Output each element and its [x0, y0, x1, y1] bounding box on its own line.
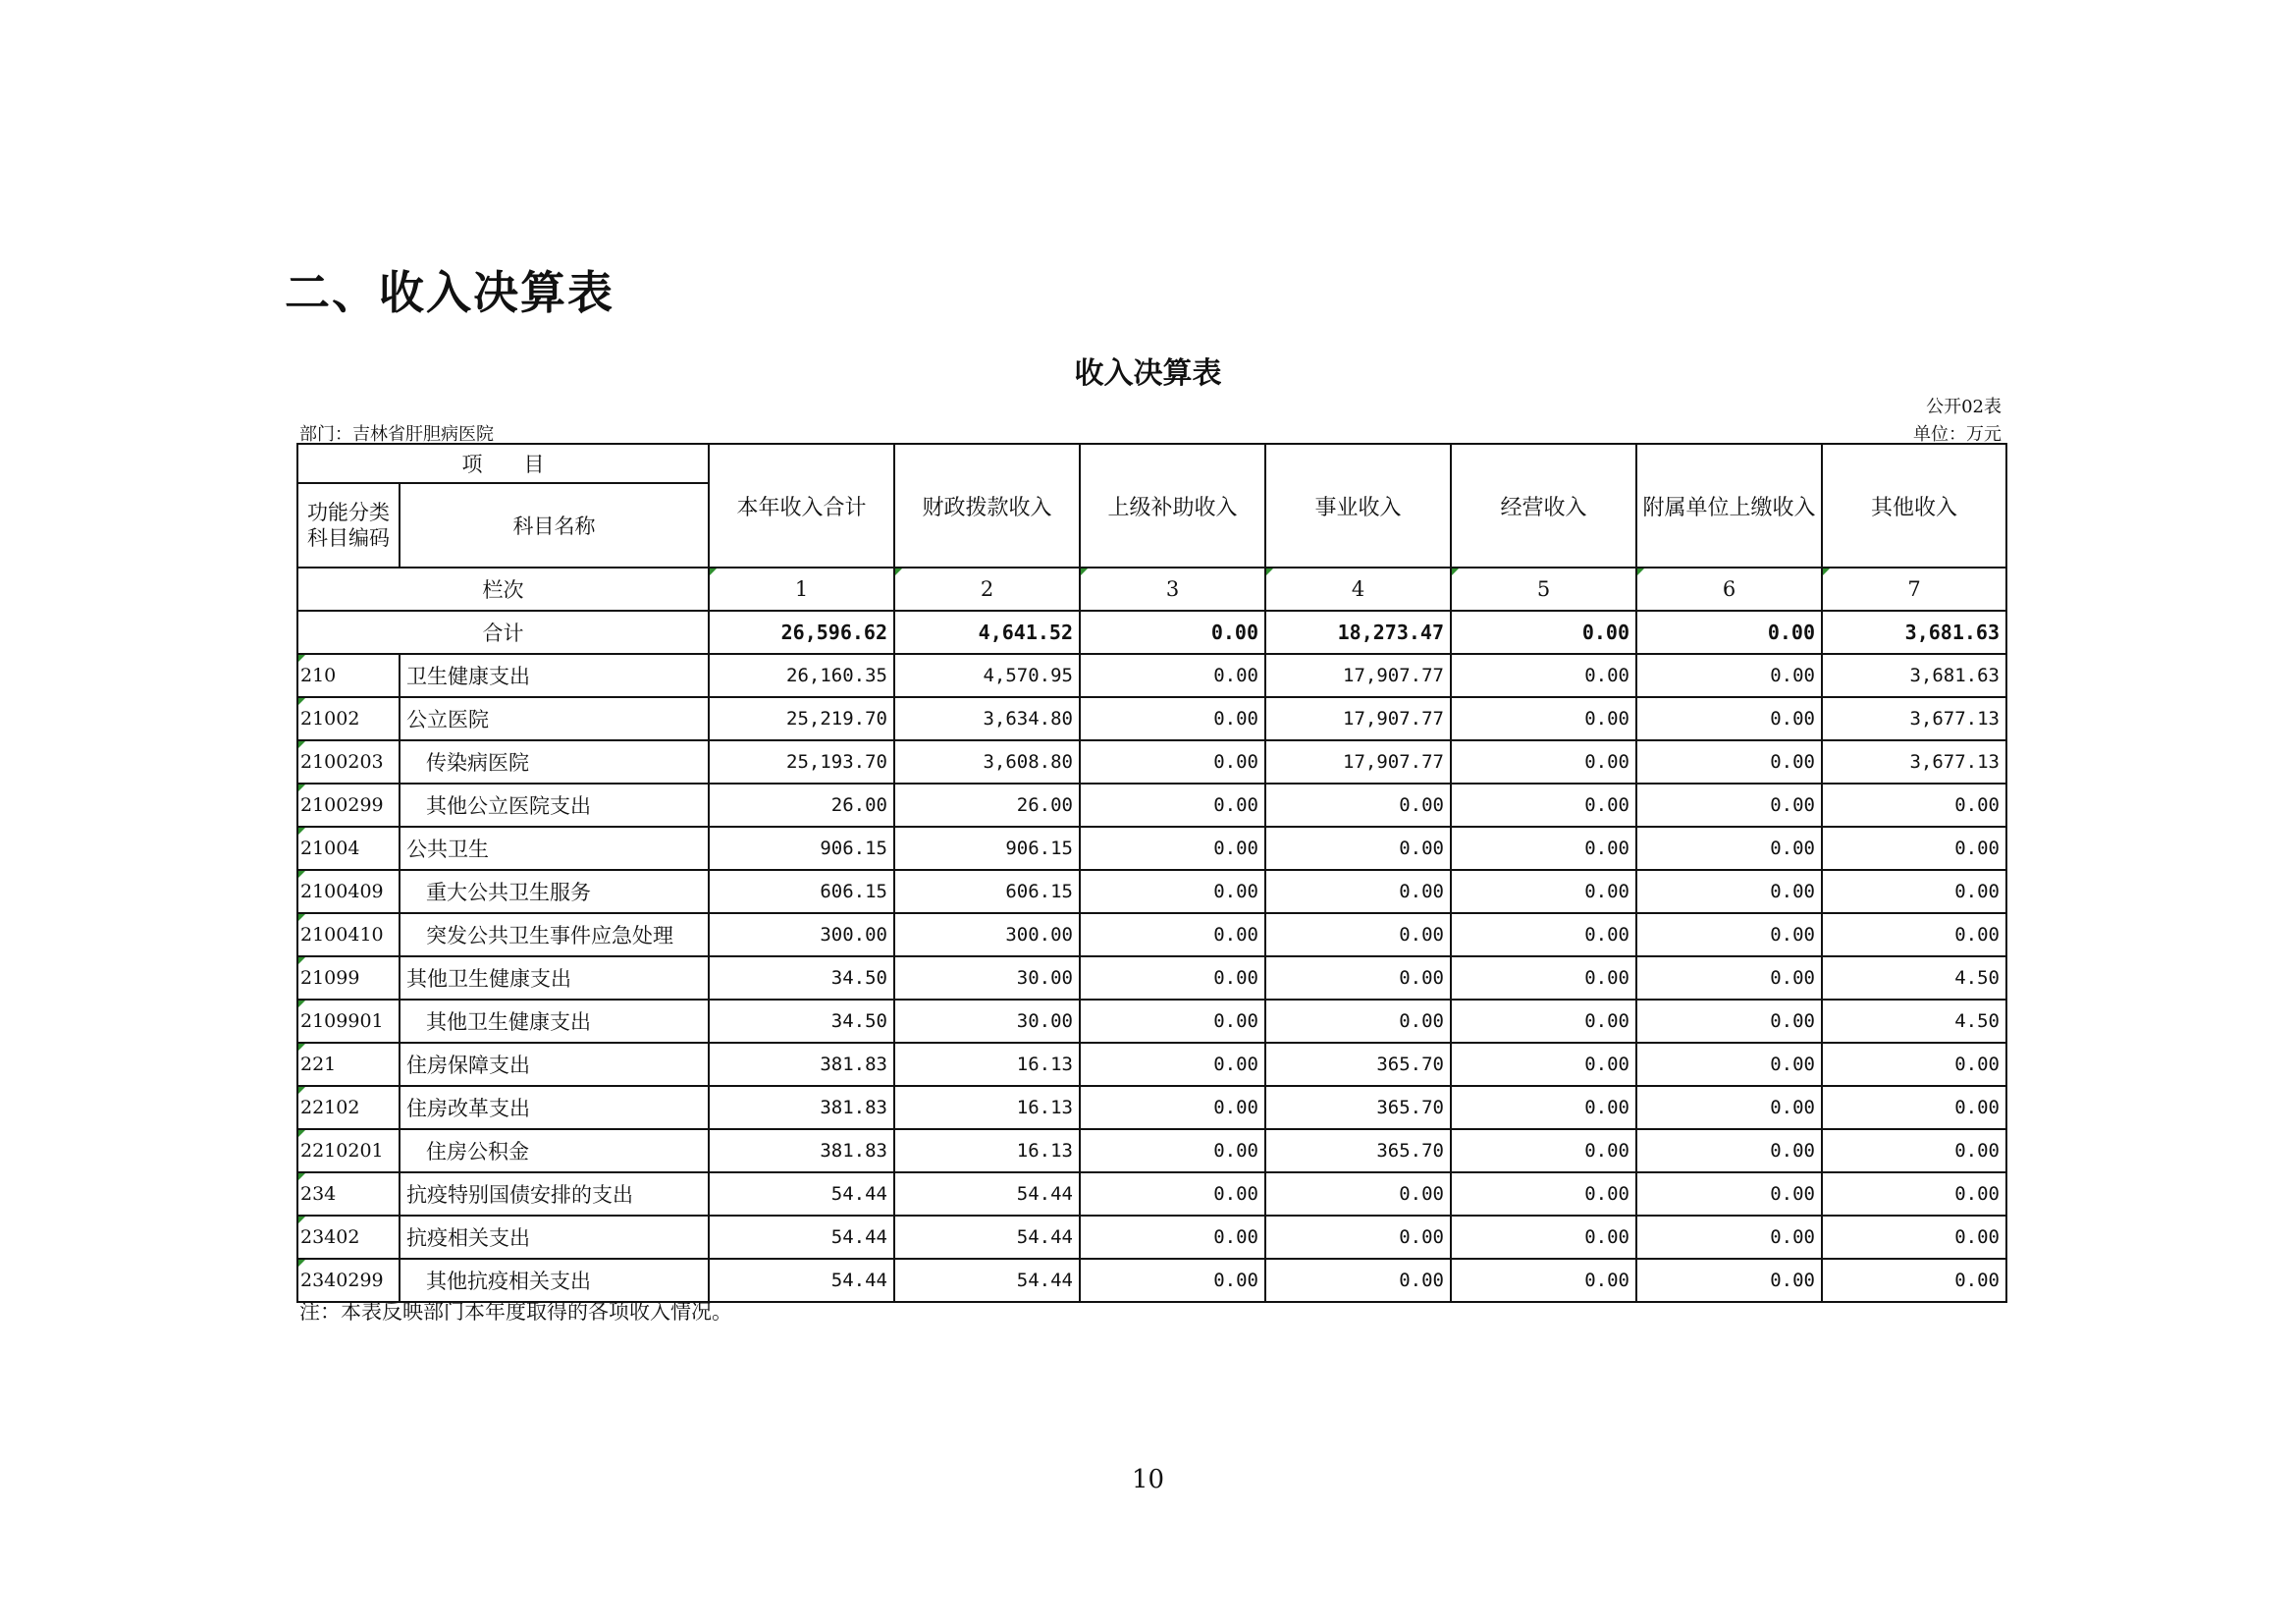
amount-cell: 0.00 — [1822, 784, 2006, 827]
subject-code: 21002 — [297, 697, 400, 740]
total-value: 0.00 — [1636, 611, 1822, 654]
amount-cell: 0.00 — [1636, 1086, 1822, 1129]
header-row-1 — [297, 444, 2006, 483]
amount-cell: 0.00 — [1080, 1043, 1265, 1086]
amount-cell: 0.00 — [1636, 827, 1822, 870]
amount-cell: 0.00 — [1451, 1216, 1636, 1259]
amount-cell: 0.00 — [1080, 654, 1265, 697]
amount-cell: 0.00 — [1080, 740, 1265, 784]
amount-cell: 0.00 — [1451, 654, 1636, 697]
amount-cell: 0.00 — [1080, 1172, 1265, 1216]
column-header: 上级补助收入 — [1080, 444, 1265, 568]
table-row — [297, 654, 2006, 697]
amount-cell: 3,634.80 — [894, 697, 1080, 740]
amount-cell: 0.00 — [1265, 1216, 1451, 1259]
table-row — [297, 1172, 2006, 1216]
subject-name-header: 科目名称 — [400, 483, 709, 568]
amount-cell: 381.83 — [709, 1043, 894, 1086]
table-row — [297, 1043, 2006, 1086]
amount-cell: 17,907.77 — [1265, 654, 1451, 697]
amount-cell: 0.00 — [1451, 1129, 1636, 1172]
amount-cell: 606.15 — [894, 870, 1080, 913]
amount-cell: 0.00 — [1822, 1259, 2006, 1302]
column-index: 1 — [709, 568, 894, 611]
subject-code: 2109901 — [297, 1000, 400, 1043]
subject-name: 住房保障支出 — [400, 1043, 709, 1086]
amount-cell: 3,681.63 — [1822, 654, 2006, 697]
amount-cell: 25,193.70 — [709, 740, 894, 784]
amount-cell: 0.00 — [1636, 1172, 1822, 1216]
table-row — [297, 956, 2006, 1000]
amount-cell: 3,677.13 — [1822, 740, 2006, 784]
subject-code: 23402 — [297, 1216, 400, 1259]
table-row — [297, 1216, 2006, 1259]
amount-cell: 0.00 — [1822, 1216, 2006, 1259]
subject-code: 2100203 — [297, 740, 400, 784]
amount-cell: 16.13 — [894, 1043, 1080, 1086]
amount-cell: 0.00 — [1451, 956, 1636, 1000]
amount-cell: 0.00 — [1451, 913, 1636, 956]
amount-cell: 4.50 — [1822, 1000, 2006, 1043]
subject-name: 住房改革支出 — [400, 1086, 709, 1129]
table-row — [297, 870, 2006, 913]
amount-cell: 26,160.35 — [709, 654, 894, 697]
amount-cell: 0.00 — [1080, 1086, 1265, 1129]
amount-cell: 0.00 — [1265, 827, 1451, 870]
column-header: 财政拨款收入 — [894, 444, 1080, 568]
subject-code: 22102 — [297, 1086, 400, 1129]
item-header: 项 目 — [297, 444, 709, 483]
amount-cell: 26.00 — [709, 784, 894, 827]
column-header: 附属单位上缴收入 — [1636, 444, 1822, 568]
amount-cell: 0.00 — [1636, 1216, 1822, 1259]
amount-cell: 30.00 — [894, 956, 1080, 1000]
amount-cell: 0.00 — [1265, 870, 1451, 913]
amount-cell: 300.00 — [709, 913, 894, 956]
total-value: 18,273.47 — [1265, 611, 1451, 654]
amount-cell: 17,907.77 — [1265, 697, 1451, 740]
total-value: 4,641.52 — [894, 611, 1080, 654]
column-index: 2 — [894, 568, 1080, 611]
amount-cell: 0.00 — [1265, 956, 1451, 1000]
subject-name: 住房公积金 — [400, 1129, 709, 1172]
amount-cell: 0.00 — [1636, 1043, 1822, 1086]
subject-code: 2100299 — [297, 784, 400, 827]
amount-cell: 0.00 — [1080, 1000, 1265, 1043]
subject-name: 其他卫生健康支出 — [400, 1000, 709, 1043]
amount-cell: 0.00 — [1080, 1129, 1265, 1172]
subject-name: 卫生健康支出 — [400, 654, 709, 697]
amount-cell: 34.50 — [709, 956, 894, 1000]
amount-cell: 0.00 — [1451, 1172, 1636, 1216]
amount-cell: 300.00 — [894, 913, 1080, 956]
amount-cell: 0.00 — [1265, 1259, 1451, 1302]
total-value: 26,596.62 — [709, 611, 894, 654]
amount-cell: 0.00 — [1451, 827, 1636, 870]
amount-cell: 0.00 — [1080, 956, 1265, 1000]
code-header-line: 科目编码 — [307, 526, 390, 550]
amount-cell: 0.00 — [1451, 870, 1636, 913]
subject-code: 2210201 — [297, 1129, 400, 1172]
column-index: 4 — [1265, 568, 1451, 611]
section-title: 二、收入决算表 — [285, 266, 614, 319]
subject-name: 公立医院 — [400, 697, 709, 740]
amount-cell: 0.00 — [1265, 1172, 1451, 1216]
amount-cell: 0.00 — [1080, 870, 1265, 913]
column-header: 经营收入 — [1451, 444, 1636, 568]
amount-cell: 0.00 — [1636, 870, 1822, 913]
amount-cell: 17,907.77 — [1265, 740, 1451, 784]
amount-cell: 0.00 — [1451, 1000, 1636, 1043]
amount-cell: 0.00 — [1080, 1259, 1265, 1302]
amount-cell: 0.00 — [1636, 697, 1822, 740]
page-number: 10 — [1131, 1465, 1165, 1494]
subject-code: 210 — [297, 654, 400, 697]
total-value: 0.00 — [1080, 611, 1265, 654]
column-header: 本年收入合计 — [709, 444, 894, 568]
unit-label: 单位：万元 — [1913, 424, 2002, 445]
amount-cell: 365.70 — [1265, 1043, 1451, 1086]
table-note: 注：本表反映部门本年度取得的各项收入情况。 — [299, 1300, 732, 1324]
amount-cell: 0.00 — [1636, 913, 1822, 956]
amount-cell: 0.00 — [1822, 1129, 2006, 1172]
subject-code: 2100409 — [297, 870, 400, 913]
subject-name: 其他公立医院支出 — [400, 784, 709, 827]
amount-cell: 0.00 — [1636, 784, 1822, 827]
amount-cell: 26.00 — [894, 784, 1080, 827]
amount-cell: 0.00 — [1822, 1086, 2006, 1129]
table-row — [297, 913, 2006, 956]
column-index: 7 — [1822, 568, 2006, 611]
amount-cell: 0.00 — [1080, 1216, 1265, 1259]
amount-cell: 3,608.80 — [894, 740, 1080, 784]
amount-cell: 0.00 — [1451, 740, 1636, 784]
amount-cell: 0.00 — [1636, 956, 1822, 1000]
amount-cell: 3,677.13 — [1822, 697, 2006, 740]
amount-cell: 906.15 — [709, 827, 894, 870]
amount-cell: 0.00 — [1636, 1000, 1822, 1043]
subject-code: 21004 — [297, 827, 400, 870]
amount-cell: 0.00 — [1636, 740, 1822, 784]
amount-cell: 54.44 — [894, 1216, 1080, 1259]
index-label: 栏次 — [297, 568, 709, 611]
subject-code: 21099 — [297, 956, 400, 1000]
amount-cell: 54.44 — [709, 1216, 894, 1259]
column-index: 3 — [1080, 568, 1265, 611]
subject-name: 抗疫相关支出 — [400, 1216, 709, 1259]
amount-cell: 0.00 — [1822, 1172, 2006, 1216]
amount-cell: 0.00 — [1636, 1129, 1822, 1172]
amount-cell: 381.83 — [709, 1129, 894, 1172]
amount-cell: 0.00 — [1080, 827, 1265, 870]
income-table — [296, 443, 2007, 1303]
subject-name: 公共卫生 — [400, 827, 709, 870]
amount-cell: 365.70 — [1265, 1129, 1451, 1172]
column-index: 5 — [1451, 568, 1636, 611]
amount-cell: 25,219.70 — [709, 697, 894, 740]
amount-cell: 0.00 — [1822, 913, 2006, 956]
form-number: 公开02表 — [1926, 397, 2002, 417]
subject-name: 重大公共卫生服务 — [400, 870, 709, 913]
amount-cell: 0.00 — [1822, 1043, 2006, 1086]
subject-name: 突发公共卫生事件应急处理 — [400, 913, 709, 956]
amount-cell: 0.00 — [1451, 697, 1636, 740]
subject-name: 抗疫特别国债安排的支出 — [400, 1172, 709, 1216]
amount-cell: 0.00 — [1822, 827, 2006, 870]
table-row — [297, 827, 2006, 870]
index-row — [297, 568, 2006, 611]
subject-code: 2340299 — [297, 1259, 400, 1302]
subject-name: 其他抗疫相关支出 — [400, 1259, 709, 1302]
amount-cell: 0.00 — [1265, 784, 1451, 827]
subject-code: 2100410 — [297, 913, 400, 956]
amount-cell: 4,570.95 — [894, 654, 1080, 697]
total-label: 合计 — [297, 611, 709, 654]
amount-cell: 0.00 — [1080, 697, 1265, 740]
table-row — [297, 784, 2006, 827]
code-header-line: 功能分类 — [307, 501, 390, 524]
amount-cell: 365.70 — [1265, 1086, 1451, 1129]
amount-cell: 54.44 — [709, 1172, 894, 1216]
table-row — [297, 1086, 2006, 1129]
table-row — [297, 1129, 2006, 1172]
amount-cell: 54.44 — [894, 1259, 1080, 1302]
code-header — [297, 483, 400, 568]
amount-cell: 54.44 — [709, 1259, 894, 1302]
table-title: 收入决算表 — [1074, 356, 1222, 391]
amount-cell: 0.00 — [1265, 1000, 1451, 1043]
amount-cell: 0.00 — [1451, 1259, 1636, 1302]
amount-cell: 906.15 — [894, 827, 1080, 870]
subject-name: 传染病医院 — [400, 740, 709, 784]
total-value: 0.00 — [1451, 611, 1636, 654]
column-index: 6 — [1636, 568, 1822, 611]
amount-cell: 16.13 — [894, 1086, 1080, 1129]
column-header: 其他收入 — [1822, 444, 2006, 568]
amount-cell: 0.00 — [1265, 913, 1451, 956]
total-row — [297, 611, 2006, 654]
amount-cell: 0.00 — [1636, 654, 1822, 697]
amount-cell: 0.00 — [1636, 1259, 1822, 1302]
amount-cell: 606.15 — [709, 870, 894, 913]
amount-cell: 0.00 — [1080, 913, 1265, 956]
amount-cell: 381.83 — [709, 1086, 894, 1129]
amount-cell: 0.00 — [1822, 870, 2006, 913]
table-row — [297, 740, 2006, 784]
subject-code: 221 — [297, 1043, 400, 1086]
table-row — [297, 1000, 2006, 1043]
amount-cell: 0.00 — [1451, 1043, 1636, 1086]
amount-cell: 30.00 — [894, 1000, 1080, 1043]
subject-name: 其他卫生健康支出 — [400, 956, 709, 1000]
amount-cell: 0.00 — [1080, 784, 1265, 827]
amount-cell: 0.00 — [1451, 784, 1636, 827]
amount-cell: 34.50 — [709, 1000, 894, 1043]
table-row — [297, 697, 2006, 740]
amount-cell: 54.44 — [894, 1172, 1080, 1216]
department-label: 部门：吉林省肝胆病医院 — [299, 424, 494, 445]
column-header: 事业收入 — [1265, 444, 1451, 568]
amount-cell: 4.50 — [1822, 956, 2006, 1000]
total-value: 3,681.63 — [1822, 611, 2006, 654]
amount-cell: 0.00 — [1451, 1086, 1636, 1129]
subject-code: 234 — [297, 1172, 400, 1216]
amount-cell: 16.13 — [894, 1129, 1080, 1172]
